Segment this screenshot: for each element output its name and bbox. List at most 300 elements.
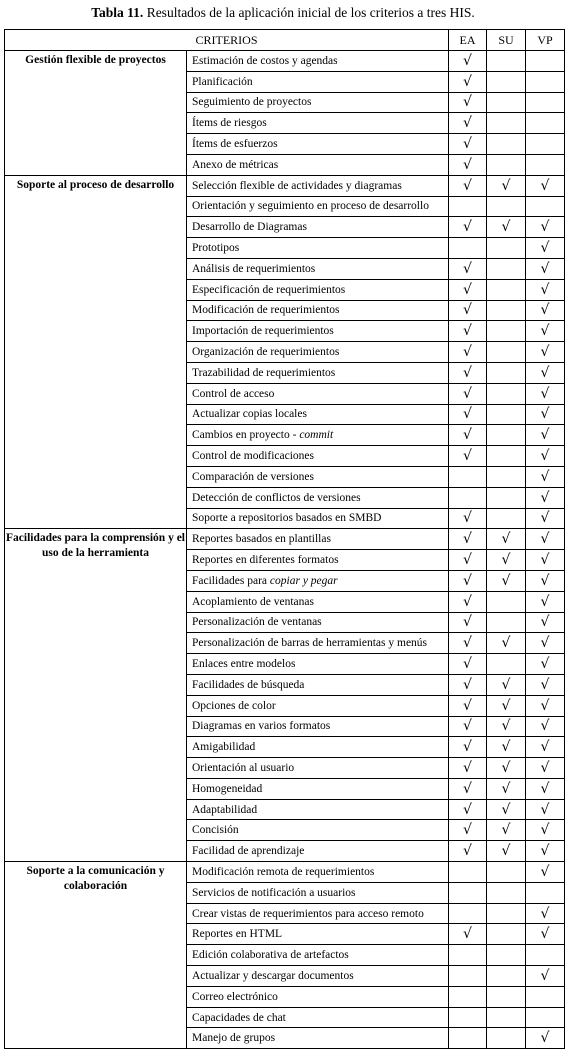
criterion-text: Desarrollo de Diagramas — [192, 221, 307, 234]
cell-vp — [526, 342, 565, 363]
cell-su — [487, 778, 526, 799]
check-mark-icon: √ — [501, 780, 511, 797]
criterion-cell — [187, 217, 449, 238]
check-mark-icon: √ — [463, 822, 472, 839]
criterion-text: Modificación de requerimientos — [192, 304, 340, 317]
cell-vp — [526, 217, 565, 238]
cell-su — [487, 1007, 526, 1028]
table-caption — [0, 4, 566, 21]
check-mark-icon: √ — [540, 510, 550, 527]
cell-vp — [526, 71, 565, 92]
check-mark-icon: √ — [540, 385, 550, 402]
check-mark-icon: √ — [463, 593, 472, 610]
cell-su — [487, 820, 526, 841]
check-mark-icon: √ — [463, 697, 472, 714]
cell-su — [487, 570, 526, 591]
table-row — [5, 529, 565, 550]
criterion-cell — [187, 654, 449, 675]
criterion-cell — [187, 550, 449, 571]
cell-ea — [449, 966, 487, 987]
criterion-cell — [187, 903, 449, 924]
check-mark-icon: √ — [501, 843, 511, 860]
caption-text: Resultados de la aplicación inicial de los criterios a tres HIS. — [143, 5, 475, 20]
caption-label: Tabla 11. — [91, 5, 144, 20]
cell-su — [487, 113, 526, 134]
check-mark-icon: √ — [463, 94, 472, 111]
cell-su — [487, 300, 526, 321]
criterion-cell — [187, 279, 449, 300]
cell-su — [487, 487, 526, 508]
cell-vp — [526, 882, 565, 903]
criterion-cell — [187, 321, 449, 342]
cell-vp — [526, 778, 565, 799]
check-mark-icon: √ — [540, 468, 550, 485]
check-mark-icon: √ — [463, 801, 472, 818]
check-mark-icon: √ — [540, 552, 550, 569]
header-ea: EA — [449, 30, 487, 51]
table-row — [5, 51, 565, 72]
check-mark-icon: √ — [463, 219, 472, 236]
cell-su — [487, 903, 526, 924]
cell-su — [487, 799, 526, 820]
check-mark-icon: √ — [501, 739, 511, 756]
criterion-text: Personalización de barras de herramientas y menús — [192, 637, 428, 650]
cell-su — [487, 92, 526, 113]
check-mark-icon: √ — [501, 635, 511, 652]
check-mark-icon: √ — [463, 676, 472, 693]
check-mark-icon: √ — [463, 136, 472, 153]
check-mark-icon: √ — [540, 822, 550, 839]
check-mark-icon: √ — [463, 552, 472, 569]
cell-su — [487, 196, 526, 217]
cell-vp — [526, 508, 565, 529]
check-mark-icon: √ — [540, 448, 550, 465]
cell-ea — [449, 196, 487, 217]
check-mark-icon: √ — [463, 406, 472, 423]
cell-vp — [526, 820, 565, 841]
header-criterios: CRITERIOS — [5, 30, 449, 51]
check-mark-icon: √ — [540, 635, 550, 652]
cell-vp — [526, 134, 565, 155]
check-mark-icon: √ — [463, 115, 472, 132]
check-mark-icon: √ — [501, 718, 511, 735]
cell-ea — [449, 258, 487, 279]
criterion-text: Capacidades de chat — [192, 1011, 286, 1024]
check-mark-icon: √ — [540, 240, 550, 257]
cell-ea — [449, 674, 487, 695]
criterion-cell — [187, 92, 449, 113]
cell-su — [487, 425, 526, 446]
cell-vp — [526, 321, 565, 342]
check-mark-icon: √ — [540, 572, 550, 589]
check-mark-icon: √ — [540, 718, 550, 735]
check-mark-icon: √ — [463, 572, 472, 589]
check-mark-icon: √ — [463, 281, 472, 298]
criterion-cell — [187, 300, 449, 321]
cell-ea — [449, 778, 487, 799]
cell-su — [487, 966, 526, 987]
check-mark-icon: √ — [501, 697, 511, 714]
check-mark-icon: √ — [501, 822, 511, 839]
criterion-text: Manejo de grupos — [192, 1032, 276, 1045]
cell-ea — [449, 841, 487, 862]
cell-vp — [526, 945, 565, 966]
check-mark-icon: √ — [540, 531, 550, 548]
cell-ea — [449, 633, 487, 654]
criterion-cell — [187, 612, 449, 633]
check-mark-icon: √ — [540, 177, 550, 194]
check-mark-icon: √ — [540, 302, 550, 319]
criterion-text: Reportes basados en plantillas — [192, 533, 331, 546]
check-mark-icon: √ — [501, 676, 511, 693]
criterion-emphasis: commit — [299, 429, 334, 442]
cell-ea — [449, 945, 487, 966]
check-mark-icon: √ — [540, 344, 550, 361]
check-mark-icon: √ — [463, 177, 472, 194]
criterion-text: Importación de requerimientos — [192, 325, 334, 338]
check-mark-icon: √ — [540, 676, 550, 693]
cell-vp — [526, 633, 565, 654]
header-vp: VP — [526, 30, 565, 51]
cell-ea — [449, 737, 487, 758]
criterion-cell — [187, 570, 449, 591]
cell-su — [487, 71, 526, 92]
group-label: Soporte al proceso de desarrollo — [5, 175, 187, 529]
criterion-text: Ítems de esfuerzos — [192, 138, 278, 151]
cell-su — [487, 737, 526, 758]
criterion-cell — [187, 820, 449, 841]
cell-su — [487, 466, 526, 487]
criterion-text: Seguimiento de proyectos — [192, 96, 312, 109]
check-mark-icon: √ — [463, 364, 472, 381]
cell-su — [487, 758, 526, 779]
criterion-text: Facilidad de aprendizaje — [192, 845, 305, 858]
cell-su — [487, 882, 526, 903]
criterion-cell — [187, 674, 449, 695]
criterion-text: Acoplamiento de ventanas — [192, 595, 314, 608]
check-mark-icon: √ — [540, 281, 550, 298]
criterion-text: Orientación y seguimiento en proceso de desarrollo — [192, 200, 429, 213]
check-mark-icon: √ — [463, 759, 472, 776]
criterion-cell — [187, 1007, 449, 1028]
check-mark-icon: √ — [540, 1030, 550, 1047]
criterion-text: Facilidades para — [192, 574, 270, 587]
cell-su — [487, 383, 526, 404]
cell-vp — [526, 591, 565, 612]
cell-su — [487, 695, 526, 716]
group-label: Facilidades para la comprensión y el uso de la herramienta — [5, 529, 187, 862]
criterion-cell — [187, 841, 449, 862]
cell-ea — [449, 134, 487, 155]
criterion-text: Selección flexible de actividades y diagramas — [192, 179, 402, 192]
criterion-cell — [187, 154, 449, 175]
criterion-text: Amigabilidad — [192, 741, 256, 754]
table-row — [5, 862, 565, 883]
cell-vp — [526, 862, 565, 883]
cell-vp — [526, 695, 565, 716]
criterion-text: Servicios de notificación a usuarios — [192, 886, 356, 899]
cell-ea — [449, 404, 487, 425]
cell-su — [487, 924, 526, 945]
check-mark-icon: √ — [540, 843, 550, 860]
cell-su — [487, 446, 526, 467]
criterion-text: Facilidades de búsqueda — [192, 678, 305, 691]
criterion-cell — [187, 508, 449, 529]
cell-su — [487, 342, 526, 363]
cell-ea — [449, 362, 487, 383]
cell-vp — [526, 92, 565, 113]
criterion-text: Crear vistas de requerimientos para acceso remoto — [192, 907, 424, 920]
cell-ea — [449, 882, 487, 903]
cell-vp — [526, 404, 565, 425]
cell-vp — [526, 175, 565, 196]
cell-ea — [449, 321, 487, 342]
criterion-cell — [187, 862, 449, 883]
criterion-cell — [187, 1028, 449, 1049]
cell-ea — [449, 466, 487, 487]
check-mark-icon: √ — [540, 780, 550, 797]
cell-vp — [526, 425, 565, 446]
group-label: Gestión flexible de proyectos — [5, 51, 187, 176]
check-mark-icon: √ — [463, 614, 472, 631]
criterion-cell — [187, 383, 449, 404]
criterion-text: Reportes en HTML — [192, 928, 283, 941]
check-mark-icon: √ — [463, 718, 472, 735]
check-mark-icon: √ — [540, 489, 550, 506]
check-mark-icon: √ — [540, 905, 550, 922]
criterion-cell — [187, 134, 449, 155]
criterion-cell — [187, 425, 449, 446]
cell-su — [487, 986, 526, 1007]
cell-ea — [449, 862, 487, 883]
cell-ea — [449, 550, 487, 571]
cell-vp — [526, 737, 565, 758]
cell-vp — [526, 362, 565, 383]
cell-ea — [449, 446, 487, 467]
cell-ea — [449, 924, 487, 945]
criterion-cell — [187, 196, 449, 217]
cell-ea — [449, 758, 487, 779]
cell-vp — [526, 570, 565, 591]
cell-vp — [526, 196, 565, 217]
cell-su — [487, 279, 526, 300]
criterion-cell — [187, 633, 449, 654]
cell-su — [487, 674, 526, 695]
cell-su — [487, 258, 526, 279]
check-mark-icon: √ — [463, 780, 472, 797]
check-mark-icon: √ — [463, 448, 472, 465]
criterion-emphasis: copiar y pegar — [269, 574, 338, 587]
criterion-cell — [187, 737, 449, 758]
cell-vp — [526, 466, 565, 487]
cell-ea — [449, 986, 487, 1007]
cell-su — [487, 238, 526, 259]
criterion-text: Opciones de color — [192, 699, 276, 712]
criterion-cell — [187, 945, 449, 966]
cell-ea — [449, 154, 487, 175]
cell-ea — [449, 654, 487, 675]
cell-su — [487, 591, 526, 612]
check-mark-icon: √ — [463, 926, 472, 943]
check-mark-icon: √ — [463, 260, 472, 277]
criterion-text: Diagramas en varios formatos — [192, 720, 331, 733]
check-mark-icon: √ — [463, 427, 472, 444]
criterion-text: Ítems de riesgos — [192, 117, 267, 130]
cell-ea — [449, 383, 487, 404]
cell-ea — [449, 570, 487, 591]
check-mark-icon: √ — [463, 739, 472, 756]
check-mark-icon: √ — [463, 843, 472, 860]
table-row — [5, 175, 565, 196]
cell-su — [487, 612, 526, 633]
header-row — [5, 30, 565, 51]
criterion-cell — [187, 986, 449, 1007]
cell-ea — [449, 217, 487, 238]
check-mark-icon: √ — [463, 531, 472, 548]
cell-su — [487, 862, 526, 883]
cell-ea — [449, 279, 487, 300]
cell-vp — [526, 924, 565, 945]
cell-su — [487, 508, 526, 529]
cell-vp — [526, 258, 565, 279]
check-mark-icon: √ — [540, 364, 550, 381]
criterion-cell — [187, 966, 449, 987]
criterion-text: Actualizar copias locales — [192, 408, 307, 421]
criterion-cell — [187, 529, 449, 550]
cell-vp — [526, 1007, 565, 1028]
criterion-cell — [187, 695, 449, 716]
cell-ea — [449, 508, 487, 529]
check-mark-icon: √ — [501, 531, 511, 548]
check-mark-icon: √ — [463, 385, 472, 402]
cell-su — [487, 175, 526, 196]
cell-vp — [526, 716, 565, 737]
cell-su — [487, 550, 526, 571]
criterion-cell — [187, 51, 449, 72]
criterion-text: Actualizar y descargar documentos — [192, 969, 354, 982]
check-mark-icon: √ — [540, 967, 550, 984]
cell-su — [487, 51, 526, 72]
criterion-text: Enlaces entre modelos — [192, 658, 296, 670]
check-mark-icon: √ — [540, 406, 550, 423]
criterion-cell — [187, 487, 449, 508]
check-mark-icon: √ — [540, 323, 550, 340]
check-mark-icon: √ — [540, 656, 550, 672]
cell-su — [487, 529, 526, 550]
check-mark-icon: √ — [540, 801, 550, 818]
criterion-cell — [187, 113, 449, 134]
cell-vp — [526, 529, 565, 550]
check-mark-icon: √ — [501, 801, 511, 818]
cell-vp — [526, 51, 565, 72]
check-mark-icon: √ — [463, 73, 472, 90]
cell-ea — [449, 903, 487, 924]
check-mark-icon: √ — [540, 926, 550, 943]
cell-vp — [526, 841, 565, 862]
cell-ea — [449, 529, 487, 550]
cell-su — [487, 154, 526, 175]
cell-vp — [526, 154, 565, 175]
results-table — [4, 29, 565, 1049]
table-body — [5, 51, 565, 1049]
check-mark-icon: √ — [463, 302, 472, 319]
check-mark-icon: √ — [463, 635, 472, 652]
criterion-text: Organización de requerimientos — [192, 346, 340, 359]
criterion-text: Edición colaborativa de artefactos — [192, 949, 349, 962]
criterion-text: Trazabilidad de requerimientos — [192, 366, 336, 379]
check-mark-icon: √ — [540, 427, 550, 444]
check-mark-icon: √ — [501, 219, 511, 236]
criterion-cell — [187, 238, 449, 259]
cell-vp — [526, 799, 565, 820]
criterion-cell — [187, 758, 449, 779]
cell-vp — [526, 113, 565, 134]
criterion-cell — [187, 466, 449, 487]
criterion-text: Control de acceso — [192, 387, 275, 400]
criterion-text: Modificación remota de requerimientos — [192, 865, 375, 878]
criterion-text: Comparación de versiones — [192, 470, 314, 483]
criterion-text: Estimación de costos y agendas — [192, 54, 338, 67]
cell-vp — [526, 1028, 565, 1049]
cell-ea — [449, 71, 487, 92]
criterion-text: Concisión — [192, 824, 239, 837]
check-mark-icon: √ — [540, 759, 550, 776]
check-mark-icon: √ — [540, 260, 550, 277]
cell-vp — [526, 487, 565, 508]
criterion-cell — [187, 778, 449, 799]
criterion-cell — [187, 924, 449, 945]
check-mark-icon: √ — [540, 739, 550, 756]
criterion-cell — [187, 716, 449, 737]
cell-vp — [526, 986, 565, 1007]
cell-su — [487, 945, 526, 966]
criterion-cell — [187, 258, 449, 279]
check-mark-icon: √ — [540, 697, 550, 714]
criterion-text: Planificación — [192, 75, 253, 88]
criterion-cell — [187, 882, 449, 903]
cell-ea — [449, 612, 487, 633]
criterion-text: Adaptabilidad — [192, 803, 258, 816]
criterion-cell — [187, 175, 449, 196]
cell-vp — [526, 238, 565, 259]
cell-ea — [449, 92, 487, 113]
check-mark-icon: √ — [540, 593, 550, 610]
cell-vp — [526, 279, 565, 300]
cell-vp — [526, 654, 565, 675]
criterion-text: Reportes en diferentes formatos — [192, 554, 339, 567]
cell-ea — [449, 716, 487, 737]
criterion-text: Personalización de ventanas — [192, 616, 322, 629]
cell-su — [487, 217, 526, 238]
cell-ea — [449, 175, 487, 196]
check-mark-icon: √ — [501, 552, 511, 569]
criterion-text: Orientación al usuario — [192, 761, 295, 774]
cell-su — [487, 716, 526, 737]
criterion-cell — [187, 591, 449, 612]
cell-ea — [449, 300, 487, 321]
cell-su — [487, 654, 526, 675]
check-mark-icon: √ — [501, 177, 511, 194]
criterion-cell — [187, 404, 449, 425]
criterion-text: Análisis de requerimientos — [192, 262, 316, 275]
criterion-text: Homogeneidad — [192, 782, 263, 795]
check-mark-icon: √ — [540, 219, 550, 236]
criterion-text: Correo electrónico — [192, 990, 278, 1003]
cell-vp — [526, 550, 565, 571]
results-table-container — [4, 29, 564, 1049]
cell-ea — [449, 1028, 487, 1049]
cell-vp — [526, 612, 565, 633]
